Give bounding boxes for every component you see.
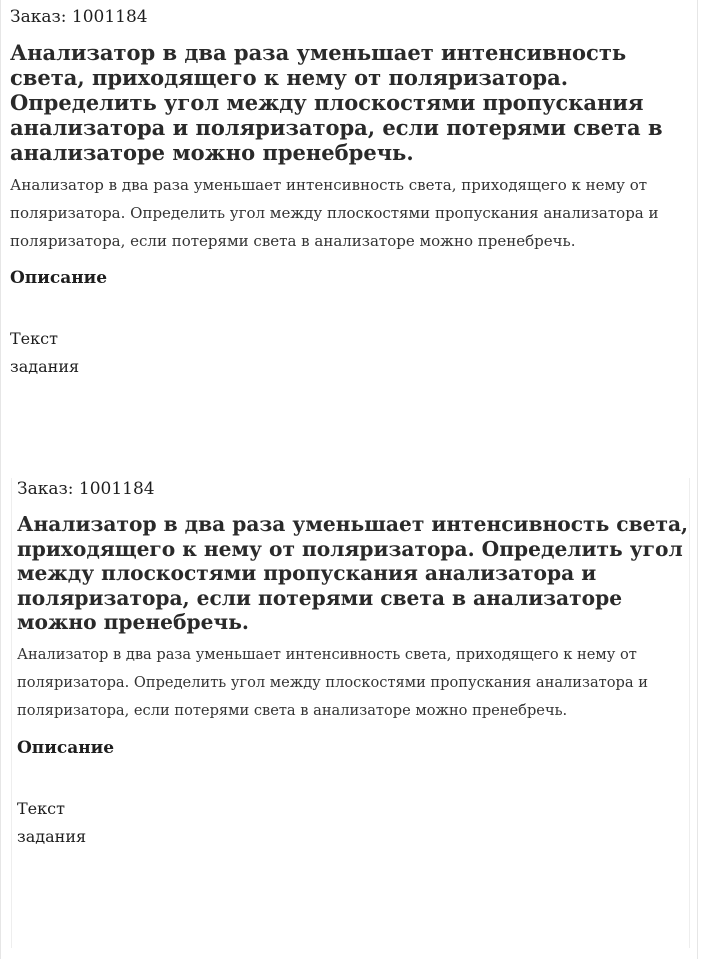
task-title: Анализатор в два раза уменьшает интенсивность света, приходящего к нему от поляризатора. Определить угол между плоскостями пропускания анализатора и поляризатора, если потерями света в анализаторе можно пренебречь. bbox=[10, 40, 663, 165]
task-title: Анализатор в два раза уменьшает интенсивность света, приходящего к нему от поляризатора. Определить угол между плоскостями пропускания анализатора и поляризатора, если потерями света в анализаторе можно пренебречь. bbox=[17, 512, 689, 635]
order-card bbox=[10, 6, 694, 381]
page-left-border bbox=[0, 0, 1, 959]
order-number: Заказ: 1001184 bbox=[17, 479, 155, 499]
order-card-duplicate bbox=[17, 478, 689, 851]
nested-frame-left-border bbox=[11, 478, 12, 948]
task-text: Анализатор в два раза уменьшает интенсивность света, приходящего к нему от поляризатора. Определить угол между плоскостями пропускания анализатора и поляризатора, если потерями света в анализаторе можно пренебречь. bbox=[17, 645, 648, 719]
order-number: Заказ: 1001184 bbox=[10, 7, 148, 27]
description-heading: Описание bbox=[17, 737, 115, 758]
task-text: Анализатор в два раза уменьшает интенсивность света, приходящего к нему от поляризатора. Определить угол между плоскостями пропускания анализатора и поляризатора, если потерями света в анализаторе можно пренебречь. bbox=[10, 176, 659, 250]
description-body: Текст задания bbox=[10, 329, 80, 376]
description-heading: Описание bbox=[10, 268, 108, 288]
description-body: Текст задания bbox=[17, 798, 87, 846]
nested-frame-right-border bbox=[689, 478, 690, 948]
page-right-border bbox=[697, 0, 698, 959]
